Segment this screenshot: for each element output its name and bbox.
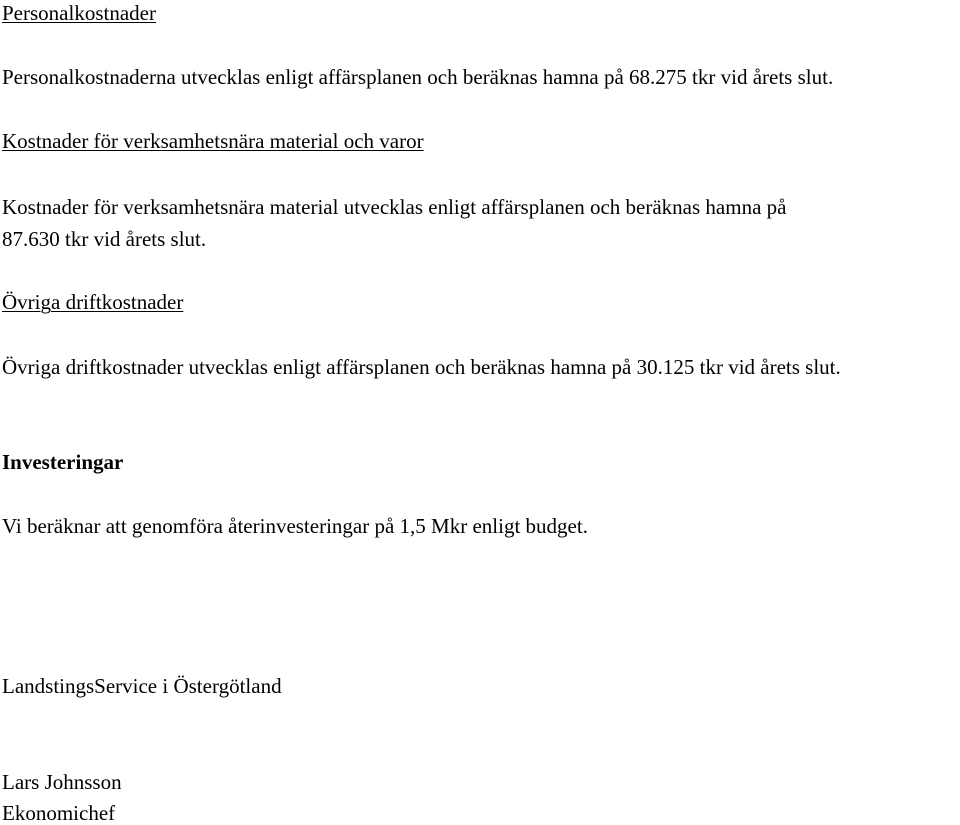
paragraph-investeringar: Vi beräknar att genomföra återinvesteringar på 1,5 Mkr enligt budget. (2, 514, 588, 538)
organization-name: LandstingsService i Östergötland (2, 674, 282, 698)
paragraph-ovriga-driftkostnader: Övriga driftkostnader utvecklas enligt affärsplanen och beräknas hamna på 30.125 tkr vid årets slut. (2, 355, 841, 379)
paragraph-material-line2: 87.630 tkr vid årets slut. (2, 227, 207, 251)
heading-material: Kostnader för verksamhetsnära material och varor (2, 129, 424, 153)
signature-title: Ekonomichef (2, 801, 116, 825)
heading-ovriga-driftkostnader: Övriga driftkostnader (2, 290, 184, 314)
signature-name: Lars Johnsson (2, 770, 122, 794)
paragraph-material-line1: Kostnader för verksamhetsnära material utvecklas enligt affärsplanen och beräknas hamna på (2, 195, 787, 219)
heading-personalkostnader: Personalkostnader (2, 1, 156, 25)
paragraph-personalkostnader: Personalkostnaderna utvecklas enligt affärsplanen och beräknas hamna på 68.275 tkr vid årets slut. (2, 65, 834, 89)
heading-investeringar: Investeringar (2, 450, 124, 474)
